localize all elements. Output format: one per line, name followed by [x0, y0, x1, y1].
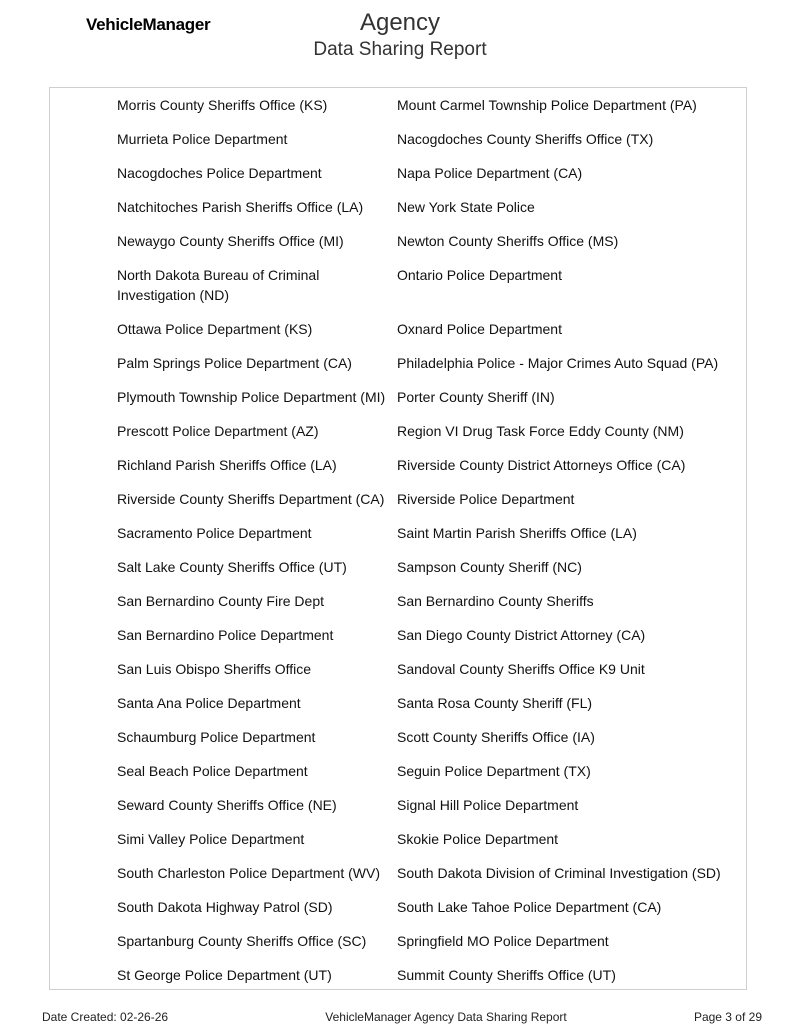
agency-name: Nacogdoches County Sheriffs Office (TX) [397, 131, 654, 147]
agency-name: Palm Springs Police Department (CA) [117, 355, 352, 371]
agency-name: San Bernardino County Fire Dept [117, 593, 324, 609]
agency-name: Sacramento Police Department [117, 525, 312, 541]
agency-name: Skokie Police Department [397, 831, 559, 847]
agency-name: Signal Hill Police Department [397, 797, 579, 813]
agency-grid [117, 95, 747, 999]
agency-name: San Diego County District Attorney (CA) [397, 627, 646, 643]
agency-name: Murrieta Police Department [117, 131, 288, 147]
agency-name: Mount Carmel Township Police Department (PA) [397, 97, 697, 113]
agency-name: Spartanburg County Sheriffs Office (SC) [117, 933, 367, 949]
footer-report-name: VehicleManager Agency Data Sharing Report [325, 1010, 567, 1024]
agency-name: Riverside County District Attorneys Office (CA) [397, 457, 686, 473]
report-title-line2: Data Sharing Report [313, 39, 487, 60]
footer-date-created: Date Created: 02-26-26 [42, 1010, 169, 1024]
agency-name: North Dakota Bureau of Criminal Investigation (ND) [117, 267, 320, 303]
page-footer [0, 1010, 800, 1026]
agency-name: New York State Police [397, 199, 535, 215]
agency-name: Prescott Police Department (AZ) [117, 423, 319, 439]
agency-name: Scott County Sheriffs Office (IA) [397, 729, 595, 745]
agency-name: Napa Police Department (CA) [397, 165, 583, 181]
agency-name: Philadelphia Police - Major Crimes Auto Squad (PA) [397, 355, 719, 371]
agency-name: Natchitoches Parish Sheriffs Office (LA) [117, 199, 364, 215]
app-name: VehicleManager [86, 15, 211, 34]
agency-name: Santa Rosa County Sheriff (FL) [397, 695, 593, 711]
agency-name: St George Police Department (UT) [117, 967, 332, 983]
agency-name: Riverside Police Department [397, 491, 575, 507]
agency-name: Riverside County Sheriffs Department (CA) [117, 491, 385, 507]
agency-name: Sandoval County Sheriffs Office K9 Unit [397, 661, 645, 677]
agency-name: San Bernardino County Sheriffs [397, 593, 594, 609]
agency-name: Richland Parish Sheriffs Office (LA) [117, 457, 337, 473]
agency-name: Ontario Police Department [397, 267, 562, 283]
agency-name: Salt Lake County Sheriffs Office (UT) [117, 559, 347, 575]
agency-name: Nacogdoches Police Department [117, 165, 322, 181]
agency-name: South Dakota Highway Patrol (SD) [117, 899, 333, 915]
report-title [0, 8, 800, 62]
agency-name: Summit County Sheriffs Office (UT) [397, 967, 616, 983]
agency-name: Newaygo County Sheriffs Office (MI) [117, 233, 344, 249]
agency-name: Seguin Police Department (TX) [397, 763, 591, 779]
agency-name: Springfield MO Police Department [397, 933, 609, 949]
footer-page-number: Page 3 of 29 [693, 1010, 762, 1024]
agency-name: Schaumburg Police Department [117, 729, 316, 745]
agency-name: Porter County Sheriff (IN) [397, 389, 555, 405]
agency-name: Seward County Sheriffs Office (NE) [117, 797, 337, 813]
report-title-line1: Agency [359, 9, 441, 36]
agency-name: Morris County Sheriffs Office (KS) [117, 97, 328, 113]
agency-name: Simi Valley Police Department [117, 831, 305, 847]
agency-name: San Bernardino Police Department [117, 627, 334, 643]
agency-name: South Charleston Police Department (WV) [117, 865, 380, 881]
agency-name: Newton County Sheriffs Office (MS) [397, 233, 619, 249]
agency-name: San Luis Obispo Sheriffs Office [117, 661, 312, 677]
agency-name: Saint Martin Parish Sheriffs Office (LA) [397, 525, 637, 541]
agency-name: Ottawa Police Department (KS) [117, 321, 313, 337]
agency-name: South Dakota Division of Criminal Investigation (SD) [397, 865, 721, 881]
agency-name: South Lake Tahoe Police Department (CA) [397, 899, 662, 915]
agency-list-box [49, 87, 747, 990]
agency-name: Plymouth Township Police Department (MI) [117, 389, 386, 405]
agency-name: Santa Ana Police Department [117, 695, 301, 711]
agency-name: Sampson County Sheriff (NC) [397, 559, 582, 575]
agency-name: Oxnard Police Department [397, 321, 562, 337]
agency-name: Region VI Drug Task Force Eddy County (NM) [397, 423, 684, 439]
agency-name: Seal Beach Police Department [117, 763, 308, 779]
